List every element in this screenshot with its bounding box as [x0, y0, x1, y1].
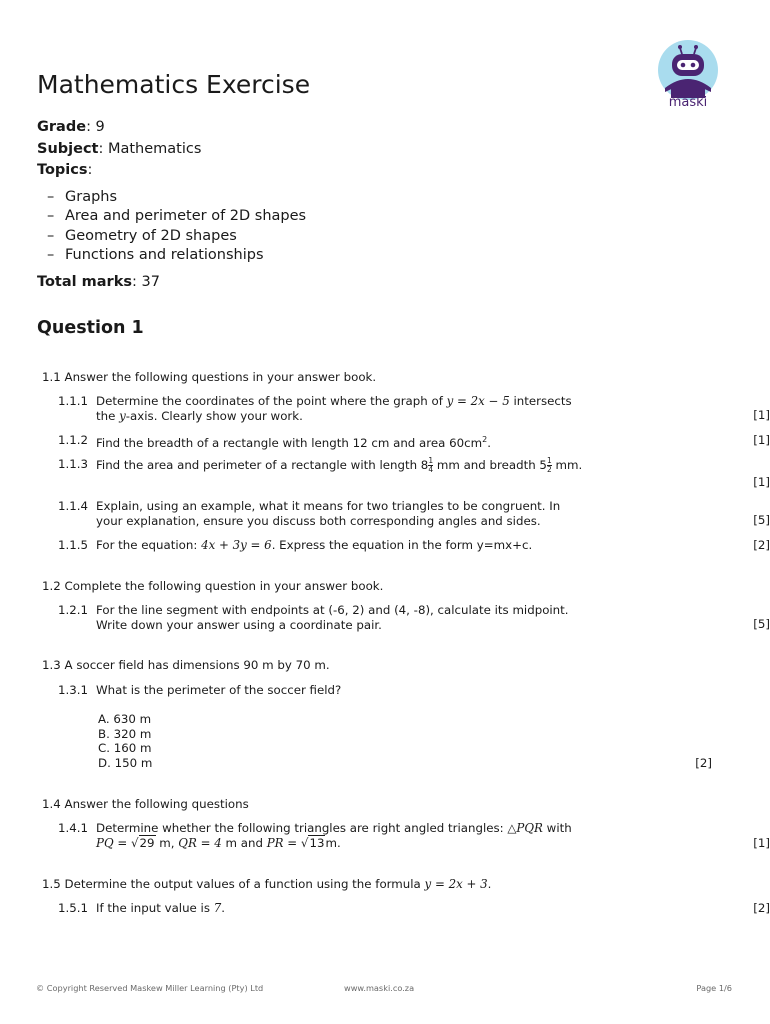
copyright-icon: ©	[36, 983, 45, 993]
section-number: 1.2	[42, 579, 61, 593]
option-a: A. 630 m	[98, 712, 152, 726]
topics-colon: :	[87, 162, 93, 178]
topic-item: – Graphs	[47, 189, 118, 205]
section-1-5	[42, 877, 491, 891]
denominator: 4	[428, 465, 434, 474]
total-marks-value: : 37	[131, 274, 160, 290]
math: PR =	[266, 835, 301, 850]
section-1-2	[42, 579, 383, 593]
text: .	[487, 435, 491, 450]
marks: [1]	[753, 475, 770, 489]
question-1-4-1	[58, 821, 770, 853]
topic-text: Functions and relationships	[65, 247, 264, 263]
marks: [5]	[753, 617, 770, 631]
section-1-4	[42, 797, 249, 811]
math: △PQR	[507, 821, 543, 835]
footer-copyright	[36, 983, 263, 993]
square-root: 29	[139, 835, 155, 850]
subject-value: : Mathematics	[98, 141, 202, 157]
section-number: 1.5	[42, 877, 61, 891]
math: 7	[213, 901, 222, 915]
footer-website[interactable]: www.maski.co.za	[344, 983, 415, 993]
topics-label: Topics	[37, 162, 88, 178]
grade-line	[37, 119, 105, 135]
copyright-text: Copyright Reserved Maskew Miller Learning (Pty) Ltd	[46, 983, 264, 993]
logo-text: maski	[668, 95, 708, 110]
question-1-1-3	[58, 456, 770, 489]
text: If the input value is	[96, 901, 214, 915]
topic-item: – Area and perimeter of 2D shapes	[47, 208, 307, 224]
marks: [2]	[753, 538, 770, 552]
section-number: 1.4	[42, 797, 61, 811]
grade-value: : 9	[86, 119, 105, 135]
math: y = 2x − 5	[446, 394, 510, 408]
section-text: Answer the following questions	[64, 797, 249, 811]
text: m and	[221, 835, 267, 850]
topic-item: – Functions and relationships	[47, 247, 264, 263]
marks: [1]	[753, 408, 770, 422]
marks: [1]	[753, 433, 770, 447]
question-text	[96, 457, 713, 474]
text: mm and breadth 5	[433, 458, 547, 472]
question-1-5-1	[58, 901, 770, 917]
question-1-2-1	[58, 603, 770, 633]
question-text	[96, 499, 713, 528]
question-text: Determine whether the following triangles are right angled triangles: △PQR with PQ = √29 m, QR = 4 m and PR = √13m.	[96, 821, 572, 850]
marks: [5]	[753, 513, 770, 527]
section-text: Complete the following question in your answer book.	[64, 579, 384, 593]
question-1-1-4	[58, 499, 770, 529]
section-text: A soccer field has dimensions 90 m by 70 m.	[64, 658, 330, 672]
section-text: Answer the following questions in your answer book.	[64, 370, 377, 384]
subject-label: Subject	[37, 141, 99, 157]
marks: [2]	[695, 756, 712, 770]
section-number: 1.3	[42, 658, 61, 672]
denominator: 2	[546, 465, 552, 474]
question-text: What is the perimeter of the soccer field?	[96, 683, 342, 697]
math: QR = 4	[178, 835, 222, 850]
text: Write down your answer using a coordinate pair.	[96, 617, 382, 632]
square-root: 13	[309, 835, 325, 850]
text: For the equation:	[96, 538, 202, 552]
section-1-1	[42, 370, 376, 384]
section-text: .	[487, 877, 492, 891]
text: Find the breadth of a rectangle with length 12 cm and area 60cm	[96, 435, 483, 450]
text: with	[542, 821, 572, 835]
text: m,	[155, 835, 179, 850]
section-1-3	[42, 658, 330, 672]
text: .	[221, 901, 225, 915]
text: your explanation, ensure you discuss both corresponding angles and sides.	[96, 513, 541, 528]
question-heading: Question 1	[37, 318, 144, 338]
question-text	[96, 538, 713, 553]
option-c: C. 160 m	[98, 741, 152, 755]
text: -axis. Clearly show your work.	[125, 408, 303, 423]
section-text: Determine the output values of a function using the formula	[64, 877, 425, 891]
text: the	[96, 408, 120, 423]
numerator: 1	[428, 456, 434, 465]
text: m.	[325, 835, 341, 850]
math: y = 2x + 3	[424, 877, 488, 891]
math: PQ =	[96, 835, 131, 850]
topic-text: Geometry of 2D shapes	[65, 228, 237, 244]
footer-page-number: Page 1/6	[696, 983, 732, 993]
option-d: D. 150 m	[98, 756, 153, 770]
question-1-1-1	[58, 394, 770, 424]
text: Explain, using an example, what it means for two triangles to be congruent. In	[96, 499, 561, 513]
numerator: 1	[546, 456, 552, 465]
question-text	[96, 901, 713, 916]
question-number: 1.1.2	[58, 433, 89, 447]
option-b: B. 320 m	[98, 727, 152, 741]
question-1-1-2	[58, 433, 770, 450]
page-title: Mathematics Exercise	[37, 70, 311, 99]
text: . Express the equation in the form y=mx+c.	[271, 538, 533, 552]
text: Find the area and perimeter of a rectangle with length 8	[96, 458, 429, 472]
marks: [1]	[753, 836, 770, 850]
topic-text: Graphs	[65, 189, 118, 205]
text: mm.	[551, 458, 583, 472]
question-text	[96, 603, 713, 632]
question-number: 1.2.1	[58, 603, 89, 617]
text: Determine whether the following triangles are right angled triangles:	[96, 821, 508, 835]
question-number: 1.1.5	[58, 538, 89, 552]
total-marks-label: Total marks	[37, 274, 132, 290]
subject-line	[37, 141, 201, 157]
question-1-1-5	[58, 538, 770, 554]
text: For the line segment with endpoints at (-6, 2) and (4, -8), calculate its midpoint.	[96, 603, 569, 617]
question-number: 1.1.3	[58, 457, 89, 471]
superscript: 2	[482, 435, 488, 444]
marks: [2]	[753, 901, 770, 915]
question-number: 1.1.4	[58, 499, 89, 513]
text: Determine the coordinates of the point where the graph of	[96, 394, 447, 408]
question-text	[96, 394, 713, 423]
question-number: 1.1.1	[58, 394, 89, 408]
question-text	[96, 433, 713, 450]
text: intersects	[509, 394, 572, 408]
topics-line	[37, 162, 92, 178]
maski-logo	[657, 40, 719, 112]
topic-item: – Geometry of 2D shapes	[47, 228, 237, 244]
grade-label: Grade	[37, 119, 87, 135]
question-number: 1.3.1	[58, 683, 89, 697]
question-number: 1.4.1	[58, 821, 89, 835]
question-1-3-1	[58, 683, 713, 699]
section-number: 1.1	[42, 370, 61, 384]
question-number: 1.5.1	[58, 901, 89, 915]
total-marks-line	[37, 274, 160, 290]
topic-text: Area and perimeter of 2D shapes	[65, 208, 307, 224]
math: y	[119, 408, 126, 423]
math: 4x + 3y = 6	[201, 538, 272, 552]
